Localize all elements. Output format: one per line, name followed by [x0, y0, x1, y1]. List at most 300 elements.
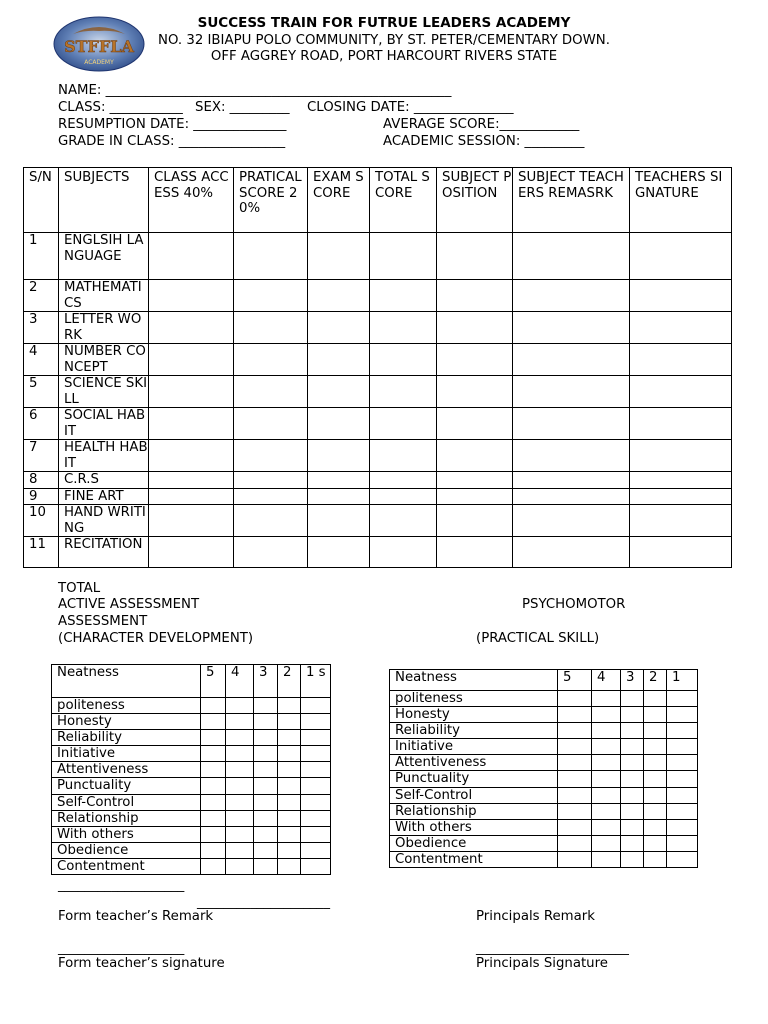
psychomotor-rating-cell[interactable]: [592, 835, 621, 851]
character-rating-cell[interactable]: [301, 810, 331, 826]
psychomotor-rating-cell[interactable]: [592, 819, 621, 835]
psychomotor-rating-cell[interactable]: [558, 787, 592, 803]
practical-score-cell[interactable]: [234, 505, 308, 537]
teacher-remark-cell[interactable]: [513, 488, 630, 505]
character-rating-cell[interactable]: [301, 826, 331, 842]
result-row: [24, 376, 732, 408]
psychomotor-row: [390, 771, 698, 787]
character-rating-cell[interactable]: [201, 842, 226, 858]
exam-score-cell[interactable]: [308, 505, 370, 537]
psychomotor-row: [390, 819, 698, 835]
character-rating-cell[interactable]: [226, 746, 254, 762]
psychomotor-row: [390, 739, 698, 755]
teacher-signature-cell[interactable]: [630, 488, 732, 505]
psychomotor-trait: Initiative: [390, 739, 558, 755]
psychomotor-row: [390, 851, 698, 867]
psychomotor-rating-cell[interactable]: [592, 851, 621, 867]
character-rating-cell[interactable]: [254, 746, 278, 762]
principals-signature-label: Principals Signature: [476, 956, 608, 971]
psychomotor-label: PSYCHOMOTOR: [522, 597, 626, 612]
total-score-cell[interactable]: [370, 472, 437, 489]
practical-score-cell[interactable]: [234, 408, 308, 440]
character-trait: With others: [52, 826, 201, 842]
result-sn: 7: [24, 440, 59, 472]
header-subjects: SUBJECTS: [59, 168, 149, 233]
result-row: [24, 312, 732, 344]
character-rating-cell[interactable]: [254, 826, 278, 842]
psychomotor-rating-cell[interactable]: [592, 707, 621, 723]
character-rating-cell[interactable]: [201, 778, 226, 794]
character-rating-cell[interactable]: [254, 714, 278, 730]
character-row: [52, 698, 331, 714]
header-teachers-remark: SUBJECT TEACHERS REMASRK: [513, 168, 630, 233]
character-row: [52, 810, 331, 826]
logo-text: STFFLA: [64, 37, 134, 56]
character-rating-cell[interactable]: [278, 794, 301, 810]
result-row: [24, 280, 732, 312]
result-subject: SOCIAL HABIT: [59, 408, 149, 440]
total-score-cell[interactable]: [370, 488, 437, 505]
result-subject: ENGLSIH LANGUAGE: [59, 233, 149, 280]
result-sn: 9: [24, 488, 59, 505]
practical-score-cell[interactable]: [234, 472, 308, 489]
psychomotor-trait: Punctuality: [390, 771, 558, 787]
psychomotor-rating-cell[interactable]: [592, 803, 621, 819]
character-rating-cell[interactable]: [201, 826, 226, 842]
psychomotor-rating-cell[interactable]: [558, 835, 592, 851]
total-score-cell[interactable]: [370, 280, 437, 312]
result-sn: 4: [24, 344, 59, 376]
psychomotor-rating-cell[interactable]: [644, 771, 667, 787]
teacher-signature-cell[interactable]: [630, 537, 732, 568]
character-rating-cell[interactable]: [254, 762, 278, 778]
character-rating-table: [51, 664, 331, 875]
psychomotor-rating-cell[interactable]: [621, 707, 644, 723]
practical-score-cell[interactable]: [234, 312, 308, 344]
subject-position-cell[interactable]: [437, 312, 513, 344]
result-row: [24, 537, 732, 568]
character-rating-cell[interactable]: [301, 698, 331, 714]
result-row: [24, 440, 732, 472]
psychomotor-row: [390, 723, 698, 739]
result-row: [24, 472, 732, 489]
character-rating-cell[interactable]: [254, 730, 278, 746]
class-access-cell[interactable]: [149, 505, 234, 537]
class-access-cell[interactable]: [149, 440, 234, 472]
psychomotor-rating-cell[interactable]: [644, 707, 667, 723]
character-trait: Relationship: [52, 810, 201, 826]
character-rating-cell[interactable]: [301, 730, 331, 746]
psychomotor-rating-cell[interactable]: [667, 691, 698, 707]
class-access-cell[interactable]: [149, 233, 234, 280]
psychomotor-rating-cell[interactable]: [667, 787, 698, 803]
total-score-cell[interactable]: [370, 233, 437, 280]
psychomotor-rating-cell[interactable]: [621, 723, 644, 739]
teacher-remark-cell[interactable]: [513, 440, 630, 472]
teacher-remark-cell[interactable]: [513, 472, 630, 489]
character-rating-cell[interactable]: [201, 858, 226, 874]
psychomotor-trait: Attentiveness: [390, 755, 558, 771]
character-rating-cell[interactable]: [301, 858, 331, 874]
psychomotor-row: [390, 803, 698, 819]
psychomotor-rating-cell[interactable]: [621, 835, 644, 851]
psychomotor-rating-cell[interactable]: [558, 707, 592, 723]
psychomotor-rating-cell[interactable]: [667, 803, 698, 819]
character-rating-cell[interactable]: [201, 794, 226, 810]
principals-remark-label: Principals Remark: [476, 909, 595, 924]
character-rating-cell[interactable]: [301, 842, 331, 858]
class-access-cell[interactable]: [149, 312, 234, 344]
teacher-signature-cell[interactable]: [630, 472, 732, 489]
logo-subtext: ACADEMY: [84, 59, 114, 66]
psychomotor-rating-cell[interactable]: [621, 691, 644, 707]
character-rating-cell[interactable]: [201, 810, 226, 826]
total-score-cell[interactable]: [370, 344, 437, 376]
resumption-date-field[interactable]: RESUMPTION DATE: ______________: [58, 117, 287, 132]
psychomotor-row: [390, 670, 698, 691]
psychomotor-rating-cell[interactable]: [667, 723, 698, 739]
psychomotor-rating-cell[interactable]: [592, 755, 621, 771]
teacher-remark-cell[interactable]: [513, 312, 630, 344]
character-trait: Neatness: [52, 665, 201, 698]
results-table: [23, 167, 732, 568]
teacher-signature-cell[interactable]: [630, 408, 732, 440]
result-sn: 2: [24, 280, 59, 312]
character-trait: Initiative: [52, 746, 201, 762]
total-score-cell[interactable]: [370, 537, 437, 568]
psychomotor-rating-cell[interactable]: [558, 851, 592, 867]
character-rating-cell[interactable]: [226, 810, 254, 826]
psychomotor-rating-cell[interactable]: [558, 691, 592, 707]
character-rating-cell[interactable]: [254, 794, 278, 810]
result-subject: FINE ART: [59, 488, 149, 505]
teacher-signature-cell[interactable]: [630, 312, 732, 344]
character-rating-cell[interactable]: [278, 858, 301, 874]
psychomotor-rating-cell[interactable]: [644, 755, 667, 771]
teacher-signature-cell[interactable]: [630, 233, 732, 280]
class-access-cell[interactable]: [149, 537, 234, 568]
psychomotor-rating-cell[interactable]: [644, 723, 667, 739]
class-access-cell[interactable]: [149, 280, 234, 312]
practical-score-cell[interactable]: [234, 488, 308, 505]
sex-field[interactable]: SEX: _________: [195, 100, 290, 115]
result-row: [24, 505, 732, 537]
result-subject: MATHEMATICS: [59, 280, 149, 312]
character-rating-cell[interactable]: [278, 778, 301, 794]
psychomotor-rating-cell[interactable]: [558, 755, 592, 771]
result-row: [24, 408, 732, 440]
result-row: [24, 233, 732, 280]
psychomotor-rating-cell[interactable]: [621, 819, 644, 835]
subject-position-cell[interactable]: [437, 344, 513, 376]
psychomotor-rating-cell[interactable]: [592, 739, 621, 755]
exam-score-cell[interactable]: [308, 440, 370, 472]
exam-score-cell[interactable]: [308, 280, 370, 312]
character-rating-cell[interactable]: [254, 698, 278, 714]
header-class-access: CLASS ACCESS 40%: [149, 168, 234, 233]
character-rating-cell[interactable]: [201, 762, 226, 778]
character-rating-cell[interactable]: [278, 842, 301, 858]
psychomotor-rating-cell[interactable]: [667, 739, 698, 755]
exam-score-cell[interactable]: [308, 233, 370, 280]
psychomotor-rating-header: 5: [558, 670, 592, 691]
header-exam-score: EXAM SCORE: [308, 168, 370, 233]
exam-score-cell[interactable]: [308, 376, 370, 408]
subject-position-cell[interactable]: [437, 280, 513, 312]
active-assessment-label: ACTIVE ASSESSMENT: [58, 597, 200, 612]
result-subject: NUMBER CONCEPT: [59, 344, 149, 376]
character-rating-cell[interactable]: [226, 858, 254, 874]
psychomotor-rating-header: 1: [667, 670, 698, 691]
character-row: [52, 826, 331, 842]
psychomotor-rating-cell[interactable]: [621, 771, 644, 787]
assessment-label: ASSESSMENT: [58, 614, 148, 629]
header-sn: S/N: [24, 168, 59, 233]
psychomotor-trait: Self-Control: [390, 787, 558, 803]
character-rating-cell[interactable]: [301, 762, 331, 778]
total-score-cell[interactable]: [370, 376, 437, 408]
psychomotor-trait: Reliability: [390, 723, 558, 739]
character-rating-cell[interactable]: [226, 794, 254, 810]
subject-position-cell[interactable]: [437, 537, 513, 568]
character-rating-cell[interactable]: [201, 714, 226, 730]
teacher-signature-cell[interactable]: [630, 344, 732, 376]
character-rating-cell[interactable]: [301, 746, 331, 762]
subject-position-cell[interactable]: [437, 408, 513, 440]
character-row: [52, 665, 331, 698]
character-rating-cell[interactable]: [301, 794, 331, 810]
practical-score-cell[interactable]: [234, 344, 308, 376]
practical-skill-label: (PRACTICAL SKILL): [476, 631, 600, 646]
total-score-cell[interactable]: [370, 505, 437, 537]
character-rating-header: 2: [278, 665, 301, 698]
subject-position-cell[interactable]: [437, 505, 513, 537]
subject-position-cell[interactable]: [437, 376, 513, 408]
psychomotor-rating-cell[interactable]: [644, 691, 667, 707]
exam-score-cell[interactable]: [308, 312, 370, 344]
header-teachers-signature: TEACHERS SIGNATURE: [630, 168, 732, 233]
character-rating-cell[interactable]: [226, 714, 254, 730]
character-row: [52, 730, 331, 746]
character-row: [52, 842, 331, 858]
psychomotor-rating-cell[interactable]: [592, 787, 621, 803]
character-development-label: (CHARACTER DEVELOPMENT): [58, 631, 254, 646]
character-trait: Honesty: [52, 714, 201, 730]
class-access-cell[interactable]: [149, 488, 234, 505]
teacher-remark-cell[interactable]: [513, 233, 630, 280]
psychomotor-rating-cell[interactable]: [621, 739, 644, 755]
psychomotor-row: [390, 691, 698, 707]
total-score-cell[interactable]: [370, 440, 437, 472]
psychomotor-rating-cell[interactable]: [644, 819, 667, 835]
character-trait: politeness: [52, 698, 201, 714]
psychomotor-rating-cell[interactable]: [558, 739, 592, 755]
character-rating-cell[interactable]: [226, 762, 254, 778]
psychomotor-rating-cell[interactable]: [592, 691, 621, 707]
psychomotor-rating-cell[interactable]: [558, 723, 592, 739]
psychomotor-rating-cell[interactable]: [621, 755, 644, 771]
character-rating-cell[interactable]: [226, 778, 254, 794]
teacher-remark-cell[interactable]: [513, 408, 630, 440]
character-rating-cell[interactable]: [226, 842, 254, 858]
psychomotor-rating-cell[interactable]: [592, 771, 621, 787]
character-rating-header: 1 s: [301, 665, 331, 698]
remark-line-mid: ____________________: [197, 895, 330, 910]
subject-position-cell[interactable]: [437, 472, 513, 489]
teacher-signature-cell[interactable]: [630, 505, 732, 537]
class-access-cell[interactable]: [149, 376, 234, 408]
character-rating-cell[interactable]: [278, 810, 301, 826]
character-rating-cell[interactable]: [254, 842, 278, 858]
character-rating-cell[interactable]: [278, 714, 301, 730]
academic-session-field[interactable]: ACADEMIC SESSION: _________: [383, 134, 585, 149]
total-score-cell[interactable]: [370, 408, 437, 440]
result-sn: 5: [24, 376, 59, 408]
psychomotor-rating-cell[interactable]: [558, 771, 592, 787]
result-sn: 8: [24, 472, 59, 489]
exam-score-cell[interactable]: [308, 488, 370, 505]
school-address-line1: NO. 32 IBIAPU POLO COMMUNITY, BY ST. PETER/CEMENTARY DOWN.: [158, 33, 610, 48]
psychomotor-rating-cell[interactable]: [592, 723, 621, 739]
character-rating-cell[interactable]: [201, 730, 226, 746]
average-score-field[interactable]: AVERAGE SCORE:____________: [383, 117, 580, 132]
subject-position-cell[interactable]: [437, 233, 513, 280]
psychomotor-rating-cell[interactable]: [667, 819, 698, 835]
psychomotor-rating-cell[interactable]: [644, 739, 667, 755]
class-access-cell[interactable]: [149, 344, 234, 376]
psychomotor-rating-cell[interactable]: [644, 787, 667, 803]
name-field[interactable]: NAME: ____________________________________________________: [58, 83, 452, 98]
practical-score-cell[interactable]: [234, 233, 308, 280]
psychomotor-rating-cell[interactable]: [558, 803, 592, 819]
psychomotor-trait: Obedience: [390, 835, 558, 851]
teacher-remark-cell[interactable]: [513, 505, 630, 537]
exam-score-cell[interactable]: [308, 472, 370, 489]
psychomotor-rating-cell[interactable]: [667, 771, 698, 787]
character-rating-header: 4: [226, 665, 254, 698]
psychomotor-row: [390, 835, 698, 851]
character-row: [52, 794, 331, 810]
teacher-remark-cell[interactable]: [513, 537, 630, 568]
character-rating-cell[interactable]: [226, 826, 254, 842]
character-rating-cell[interactable]: [301, 778, 331, 794]
total-score-cell[interactable]: [370, 312, 437, 344]
psychomotor-rating-cell[interactable]: [621, 787, 644, 803]
psychomotor-trait: With others: [390, 819, 558, 835]
result-subject: HAND WRITING: [59, 505, 149, 537]
practical-score-cell[interactable]: [234, 440, 308, 472]
character-trait: Punctuality: [52, 778, 201, 794]
result-sn: 3: [24, 312, 59, 344]
psychomotor-trait: Relationship: [390, 803, 558, 819]
class-access-cell[interactable]: [149, 472, 234, 489]
character-rating-cell[interactable]: [278, 698, 301, 714]
class-field[interactable]: CLASS: ___________: [58, 100, 183, 115]
practical-score-cell[interactable]: [234, 376, 308, 408]
form-teacher-remark-label: Form teacher’s Remark: [58, 909, 214, 924]
psychomotor-rating-table: [389, 669, 698, 868]
character-rating-cell[interactable]: [254, 778, 278, 794]
exam-score-cell[interactable]: [308, 408, 370, 440]
psychomotor-rating-cell[interactable]: [621, 851, 644, 867]
form-teacher-signature-label: Form teacher’s signature: [58, 956, 225, 971]
psychomotor-rating-cell[interactable]: [667, 755, 698, 771]
teacher-signature-cell[interactable]: [630, 376, 732, 408]
psychomotor-trait: Neatness: [390, 670, 558, 691]
character-rating-cell[interactable]: [201, 746, 226, 762]
results-header-row: [24, 168, 732, 233]
result-sn: 11: [24, 537, 59, 568]
character-rating-cell[interactable]: [278, 730, 301, 746]
psychomotor-row: [390, 755, 698, 771]
psychomotor-rating-cell[interactable]: [621, 803, 644, 819]
psychomotor-rating-cell[interactable]: [644, 803, 667, 819]
character-rating-cell[interactable]: [201, 698, 226, 714]
character-rating-cell[interactable]: [254, 858, 278, 874]
psychomotor-rating-cell[interactable]: [644, 835, 667, 851]
grade-in-class-field[interactable]: GRADE IN CLASS: ________________: [58, 134, 286, 149]
remark-line-left: ___________________: [58, 878, 185, 893]
teacher-signature-cell[interactable]: [630, 280, 732, 312]
psychomotor-rating-cell[interactable]: [667, 707, 698, 723]
result-row: [24, 488, 732, 505]
total-label: TOTAL: [58, 581, 101, 596]
result-row: [24, 344, 732, 376]
character-rating-cell[interactable]: [301, 714, 331, 730]
character-rating-cell[interactable]: [254, 810, 278, 826]
character-rating-cell[interactable]: [278, 762, 301, 778]
character-row: [52, 714, 331, 730]
practical-score-cell[interactable]: [234, 537, 308, 568]
result-subject: C.R.S: [59, 472, 149, 489]
exam-score-cell[interactable]: [308, 344, 370, 376]
character-rating-cell[interactable]: [226, 730, 254, 746]
closing-date-field[interactable]: CLOSING DATE: _______________: [307, 100, 514, 115]
psychomotor-rating-header: 2: [644, 670, 667, 691]
character-trait: Attentiveness: [52, 762, 201, 778]
exam-score-cell[interactable]: [308, 537, 370, 568]
psychomotor-rating-cell[interactable]: [667, 851, 698, 867]
result-subject: SCIENCE SKILL: [59, 376, 149, 408]
teacher-signature-cell[interactable]: [630, 440, 732, 472]
character-rating-cell[interactable]: [278, 826, 301, 842]
subject-position-cell[interactable]: [437, 440, 513, 472]
character-trait: Self-Control: [52, 794, 201, 810]
psychomotor-rating-cell[interactable]: [644, 851, 667, 867]
result-sn: 10: [24, 505, 59, 537]
character-row: [52, 762, 331, 778]
header-total-score: TOTAL SCORE: [370, 168, 437, 233]
character-row: [52, 778, 331, 794]
character-trait: Reliability: [52, 730, 201, 746]
psychomotor-rating-cell[interactable]: [667, 835, 698, 851]
psychomotor-rating-cell[interactable]: [558, 819, 592, 835]
class-access-cell[interactable]: [149, 408, 234, 440]
header-practical-score: PRATICAL SCORE 20%: [234, 168, 308, 233]
teacher-remark-cell[interactable]: [513, 280, 630, 312]
teacher-remark-cell[interactable]: [513, 344, 630, 376]
subject-position-cell[interactable]: [437, 488, 513, 505]
character-row: [52, 858, 331, 874]
character-rating-header: 5: [201, 665, 226, 698]
character-rating-cell[interactable]: [278, 746, 301, 762]
practical-score-cell[interactable]: [234, 280, 308, 312]
psychomotor-trait: Honesty: [390, 707, 558, 723]
character-rating-cell[interactable]: [226, 698, 254, 714]
result-subject: HEALTH HABIT: [59, 440, 149, 472]
signature-line-left: ___________________: [58, 941, 185, 956]
teacher-remark-cell[interactable]: [513, 376, 630, 408]
